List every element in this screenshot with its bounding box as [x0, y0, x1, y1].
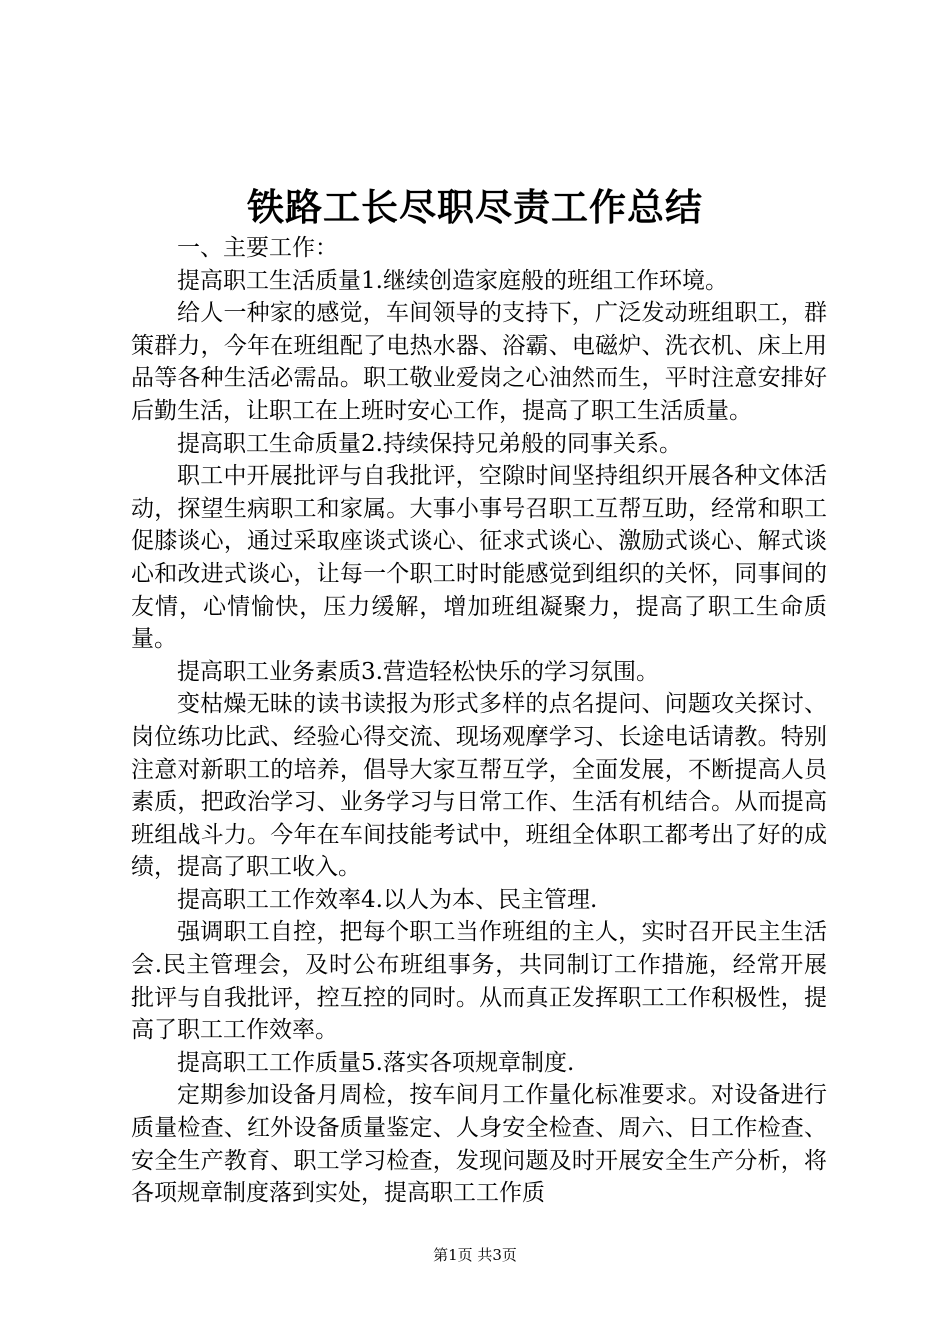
item-heading: 提高职工工作效率4.以人为本、民主管理.	[177, 886, 598, 913]
page-footer: 第1页 共3页	[433, 1246, 517, 1264]
body-paragraph: 给人一种家的感觉，车间领导的支持下，广泛发动班组职工，群策群力，今年在班组配了电热水器、浴霸、电磁炉、洗衣机、床上用品等各种生活必需品。职工敬业爱岗之心油然而生，平时注意安排好后勤生活，让职工在上班时安心工作，提高了职工生活质量。	[131, 300, 827, 424]
item-heading: 提高职工生活质量1.继续创造家庭般的班组工作环境。	[177, 267, 728, 294]
body-paragraph: 强调职工自控，把每个职工当作班组的主人，实时召开民主生活会.民主管理会，及时公布班组事务，共同制订工作措施，经常开展批评与自我批评，控互控的同时。从而真正发挥职工工作积极性，提高了职工工作效率。	[131, 919, 827, 1044]
document-body	[131, 232, 827, 1210]
body-paragraph: 职工中开展批评与自我批评，空隙时间坚持组织开展各种文体活动，探望生病职工和家属。大事小事号召职工互帮互助，经常和职工促膝谈心，通过采取座谈式谈心、征求式谈心、激励式谈心、解式谈心和改进式谈心，让每一个职工时时能感觉到组织的关怀，同事间的友情，心情愉快，压力缓解，增加班组凝聚力，提高了职工生命质量。	[131, 463, 827, 653]
body-paragraph: 定期参加设备月周检，按车间月工作量化标准要求。对设备进行质量检查、红外设备质量鉴定、人身安全检查、周六、日工作检查、安全生产教育、职工学习检查，发现问题及时开展安全生产分析，将各项规章制度落到实处，提高职工工作质	[131, 1082, 827, 1207]
section-heading: 一、主要工作：	[177, 235, 338, 261]
item-heading: 提高职工业务素质3.营造轻松快乐的学习氛围。	[177, 658, 659, 685]
item-heading: 提高职工生命质量2.持续保持兄弟般的同事关系。	[177, 430, 682, 457]
body-paragraph: 变枯燥无昧的读书读报为形式多样的点名提问、问题攻关探讨、岗位练功比武、经验心得交流、现场观摩学习、长途电话请教。特别注意对新职工的培养，倡导大家互帮互学，全面发展，不断提高人员素质，把政治学习、业务学习与日常工作、生活有机结合。从而提高班组战斗力。今年在车间技能考试中，班组全体职工都考出了好的成绩，提高了职工收入。	[131, 691, 827, 881]
item-heading: 提高职工工作质量5.落实各项规章制度.	[177, 1049, 575, 1076]
document-title: 铁路工长尽职尽责工作总结	[247, 185, 703, 229]
